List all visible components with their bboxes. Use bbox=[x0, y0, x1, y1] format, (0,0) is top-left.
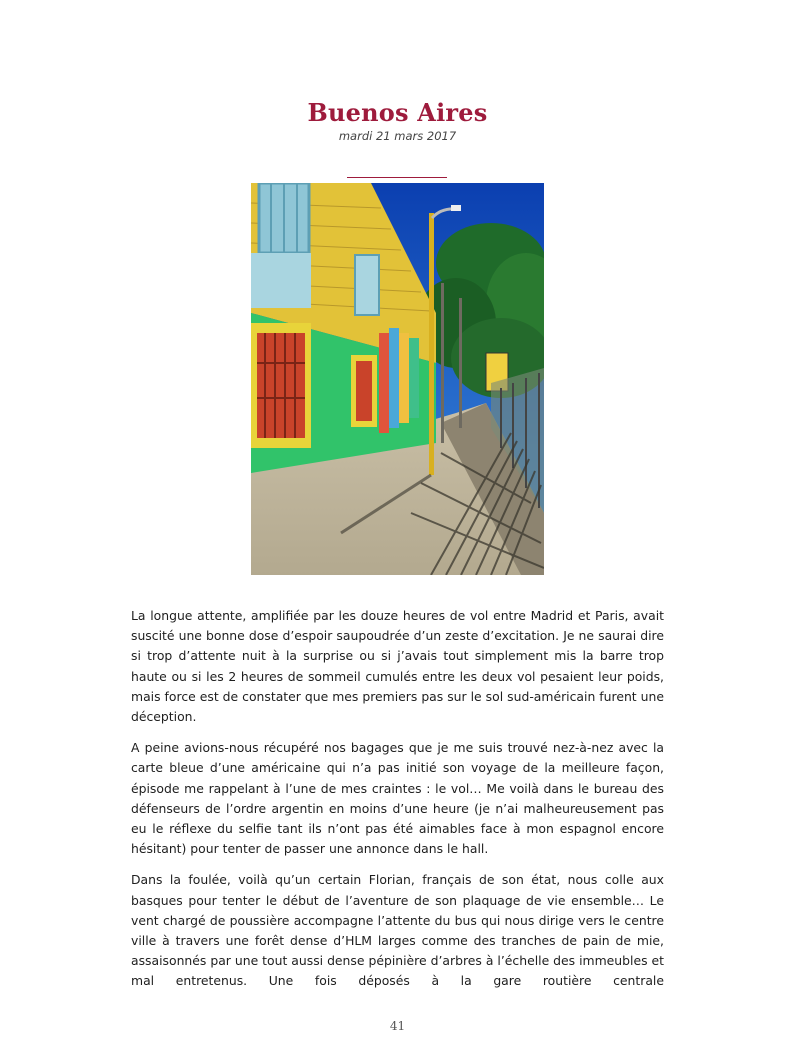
post-date: mardi 21 mars 2017 bbox=[338, 129, 457, 143]
title-divider bbox=[347, 177, 447, 178]
paragraph-1: La longue attente, amplifiée par les douze heures de vol entre Madrid et Paris, avait suscité une bonne dose d’espoir saupoudrée d’un zeste d’excitation. Je ne saurai dire si trop d’attente nuit à la surprise ou si j’avais tout simplement mis la barre trop haute ou si les 2 heures de sommeil cumulés entre les deux vol pesaient leur poids, mais force est de constater que mes premiers pas sur le sol sud-américain furent une déception. bbox=[131, 608, 664, 725]
article-body bbox=[131, 606, 664, 1003]
street-scene-photo bbox=[251, 183, 544, 575]
page-title: Buenos Aires bbox=[307, 98, 488, 127]
paragraph-2: A peine avions-nous récupéré nos bagages que je me suis trouvé nez-à-nez avec la carte bleue d’une américaine qui n’a pas initié son voyage de la meilleure façon, épisode me rappelant à l’une de mes craintes : le vol… Me voilà dans le bureau des défenseurs de l’ordre argentin en moins d’une heure (je n’ai malheureusement pas eu le réflexe du selfie tant ils n’ont pas été aimables face à mon espagnol encore hésitant) pour tenter de passer une annonce dans le hall. bbox=[131, 740, 664, 857]
page-number: 41 bbox=[389, 1019, 406, 1033]
paragraph-3: Dans la foulée, voilà qu’un certain Florian, français de son état, nous colle aux basques pour tenter le début de l’aventure de son plaquage de vie ensemble… Le vent chargé de poussière accompagne l’attente du bus qui nous dirige vers le centre ville à travers une forêt dense d’HLM larges comme des tranches de pain de mie, assaisonnés par une tout aussi dense pépinière d’arbres à l’échelle des immeubles et mal entretenus. Une fois déposés à la gare routière centrale bbox=[131, 872, 664, 989]
